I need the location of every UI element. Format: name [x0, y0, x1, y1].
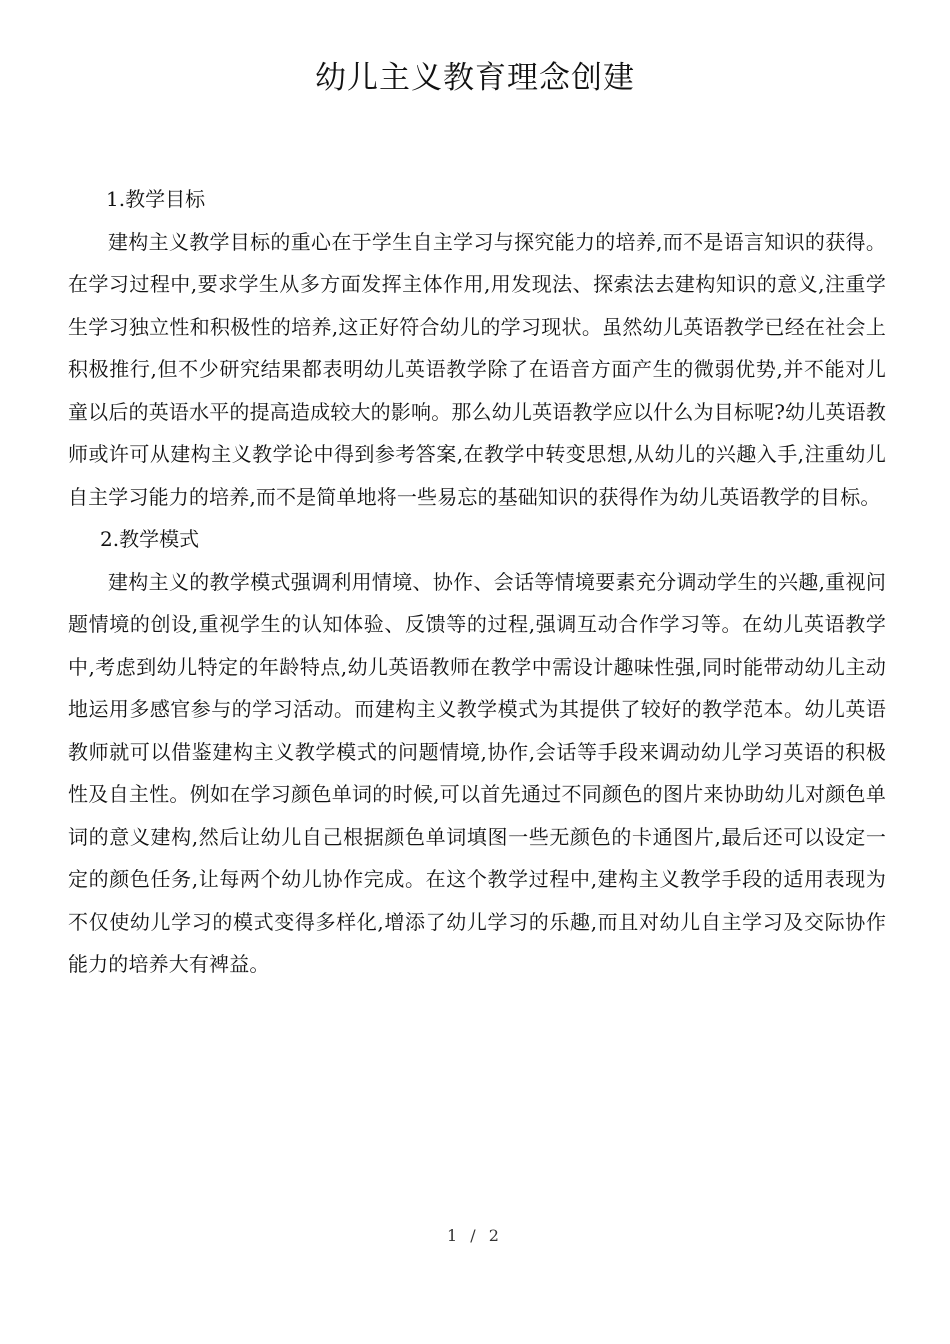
page-title: 幼儿主义教育理念创建 — [315, 60, 635, 96]
paragraph-teaching-model: 建构主义的教学模式强调利用情境、协作、会话等情境要素充分调动学生的兴趣,重视问题情境的创设,重视学生的认知体验、反馈等的过程,强调互动合作学习等。在幼儿英语教学中,考虑到幼儿特定的年龄特点,幼儿英语教师在教学中需设计趣味性强,同时能带动幼儿主动地运用多感官参与的学习活动。而建构主义教学模式为其提供了较好的教学范本。幼儿英语教师就可以借鉴建构主义教学模式的问题情境,协作,会话等手段来调动幼儿学习英语的积极性及自主性。例如在学习颜色单词的时候,可以首先通过不同颜色的图片来协助幼儿对颜色单词的意义建构,然后让幼儿自己根据颜色单词填图一些无颜色的卡通图片,最后还可以设定一定的颜色任务,让每两个幼儿协作完成。在这个教学过程中,建构主义教学手段的适用表现为不仅使幼儿学习的模式变得多样化,增添了幼儿学习的乐趣,而且对幼儿自主学习及交际协作能力的培养大有裨益。 — [68, 569, 886, 976]
section-heading-teaching-goals: 1.教学目标 — [106, 187, 206, 211]
section-heading-teaching-model: 2.教学模式 — [100, 527, 200, 551]
page-number: 1 / 2 — [447, 1226, 503, 1245]
paragraph-teaching-goals: 建构主义教学目标的重心在于学生自主学习与探究能力的培养,而不是语言知识的获得。在学习过程中,要求学生从多方面发挥主体作用,用发现法、探索法去建构知识的意义,注重学生学习独立性和积极性的培养,这正好符合幼儿的学习现状。虽然幼儿英语教学已经在社会上积极推行,但不少研究结果都表明幼儿英语教学除了在语音方面产生的微弱优势,并不能对儿童以后的英语水平的提高造成较大的影响。那么幼儿英语教学应以什么为目标呢?幼儿英语教师或许可从建构主义教学论中得到参考答案,在教学中转变思想,从幼儿的兴趣入手,注重幼儿自主学习能力的培养,而不是简单地将一些易忘的基础知识的获得作为幼儿英语教学的目标。 — [68, 229, 886, 509]
document-body — [68, 178, 886, 986]
